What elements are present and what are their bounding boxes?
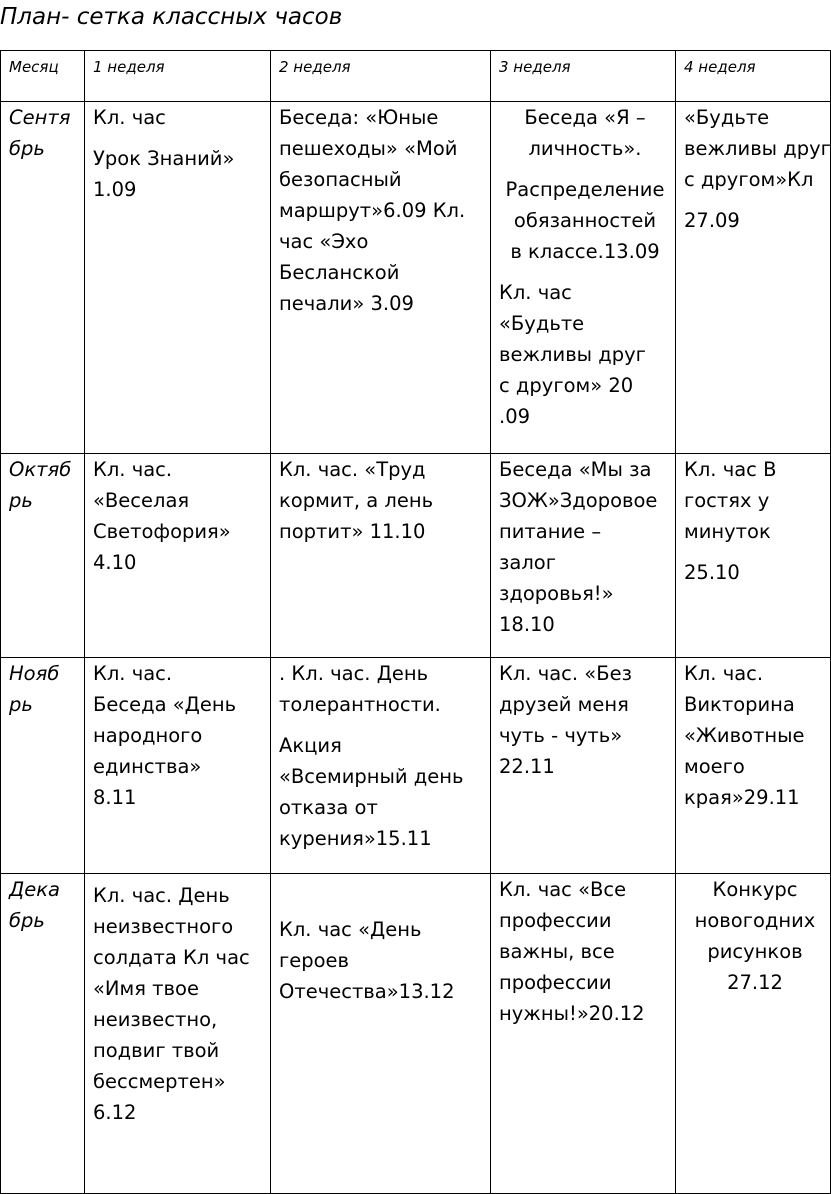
table-row — [1, 102, 831, 454]
week-cell — [676, 454, 831, 658]
week-cell — [491, 454, 676, 658]
header-month: Месяц — [1, 51, 85, 102]
cell-text: «Будьте вежливы друг с другом»Кл — [684, 106, 831, 191]
month-label: Сентя брь — [9, 106, 71, 160]
week-cell — [85, 454, 271, 658]
month-cell — [1, 874, 85, 1194]
page-title: План- сетка классных часов — [0, 4, 343, 30]
table-row — [1, 658, 831, 874]
cell-text: Беседа «Я – личность». — [524, 106, 646, 160]
month-cell — [1, 658, 85, 874]
cell-text: 27.09 — [684, 209, 740, 232]
week-cell — [85, 102, 271, 454]
cell-text: 25.10 — [684, 561, 740, 584]
cell-text: Кл. час. «Веселая Светофория» 4.10 — [93, 458, 231, 574]
cell-text: Распределение обязанностей в классе.13.09 — [505, 178, 665, 263]
cell-text: Беседа «Мы за ЗОЖ»Здоровое питание – залог здоровья!» 18.10 — [499, 458, 658, 636]
cell-text: Урок Знаний» 1.09 — [93, 147, 235, 201]
week-cell — [491, 102, 676, 454]
week-cell — [271, 658, 491, 874]
week-cell — [676, 102, 831, 454]
cell-text: Кл. час «Будьте вежливы друг с другом» 20 .09 — [499, 281, 646, 428]
cell-text: . Кл. час. День толерантности. — [279, 662, 441, 716]
cell-text: Беседа: «Юные пешеходы» «Мой безопасный маршрут»6.09 Кл. час «Эхо Бесланской печали» 3.09 — [279, 106, 466, 315]
cell-text: Кл. час — [93, 106, 166, 129]
week-cell — [85, 874, 271, 1194]
cell-text: Кл. час. Беседа «День народного единства» 8.11 — [93, 662, 237, 809]
week-cell — [85, 658, 271, 874]
header-week-3: 3 неделя — [491, 51, 676, 102]
class-hours-table-container — [0, 50, 831, 1177]
week-cell — [271, 102, 491, 454]
table-row — [1, 874, 831, 1194]
cell-text: Кл. час. «Без друзей меня чуть - чуть» 22.11 — [499, 662, 632, 778]
header-week-1: 1 неделя — [85, 51, 271, 102]
class-hours-table — [0, 50, 831, 1194]
week-cell — [491, 658, 676, 874]
week-cell — [271, 454, 491, 658]
month-label: Дека брь — [9, 878, 60, 932]
cell-text: Акция «Всемирный день отказа от курения»15.11 — [279, 734, 464, 850]
week-cell — [676, 874, 831, 1194]
header-week-2: 2 неделя — [271, 51, 491, 102]
cell-text: Конкурс новогодних рисунков 27.12 — [694, 878, 816, 994]
table-header-row — [1, 51, 831, 102]
month-cell — [1, 454, 85, 658]
month-label: Октяб рь — [9, 458, 72, 512]
cell-text: Кл. час. День неизвестного солдата Кл час «Имя твое неизвестно, подвиг твой бессмертен» 6.12 — [93, 884, 250, 1124]
week-cell — [271, 874, 491, 1194]
cell-text: Кл. час. «Труд кормит, а лень портит» 11.10 — [279, 458, 434, 543]
month-label: Нояб рь — [9, 662, 60, 716]
table-row — [1, 454, 831, 658]
cell-text: Кл. час «Все профессии важны, все профессии нужны!»20.12 — [499, 878, 645, 1025]
header-week-4: 4 неделя — [676, 51, 831, 102]
cell-text: Кл. час «День героев Отечества»13.12 — [279, 918, 455, 1003]
week-cell — [676, 658, 831, 874]
cell-text: Кл. час В гостях у минуток — [684, 458, 777, 543]
month-cell — [1, 102, 85, 454]
cell-text: Кл. час. Викторина «Животные моего края»29.11 — [684, 662, 805, 809]
week-cell — [491, 874, 676, 1194]
